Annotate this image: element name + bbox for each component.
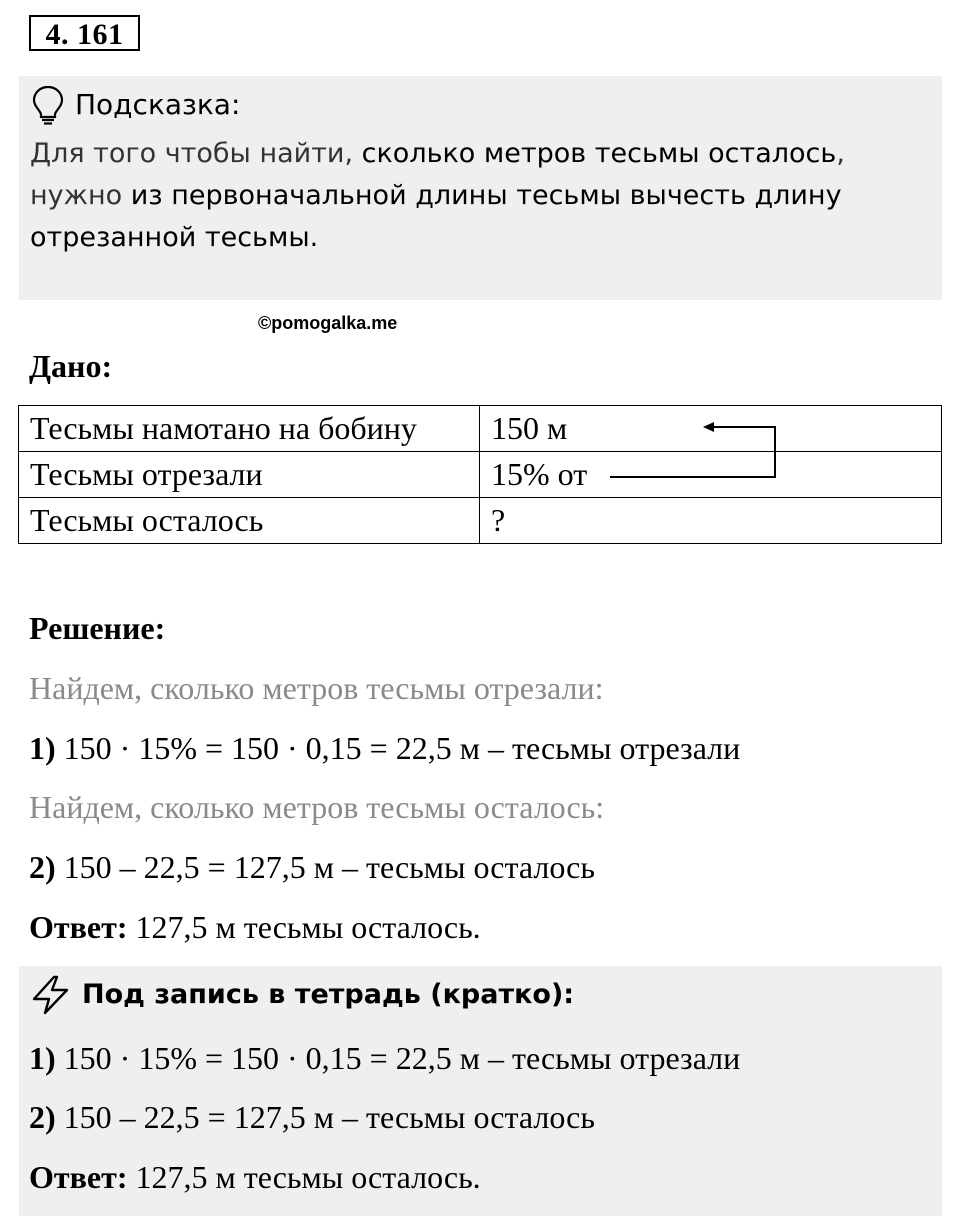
step-text: 150 – 22,5 = 127,5 м – тесьмы осталось [55,1099,595,1135]
notes-title: Под запись в тетрадь (кратко): [82,979,575,1010]
table-cell-label: Тесьмы намотано на бобину [19,406,480,452]
hint-title: Подсказка: [75,88,241,121]
problem-number: 4. 161 [29,15,140,51]
lightning-icon [30,975,72,1015]
hint-text-part: , [836,138,845,169]
copyright-watermark: ©pomogalka.me [258,313,398,333]
lightbulb-icon [30,84,66,126]
hint-text [30,133,930,259]
answer-label: Ответ: [29,1159,128,1195]
step-text: 150 · 15% = 150 · 0,15 = 22,5 м – тесьмы отрезали [55,1040,741,1076]
hint-text-part: Для того чтобы найти, [30,138,362,169]
reference-arrow-icon [600,415,790,490]
step-number: 1) [29,730,56,766]
table-row [19,498,942,544]
table-cell-value: 15% от [480,452,942,498]
table-row [19,406,942,452]
table-cell-label: Тесьмы осталось [19,498,480,544]
answer-text: 127,5 м тесьмы осталось. [127,909,481,945]
step-number: 2) [29,1099,56,1135]
step2-intro: Найдем, сколько метров тесьмы осталось: [29,789,605,825]
table-cell-value: 150 м [480,406,942,452]
step1-intro: Найдем, сколько метров тесьмы отрезали: [29,670,604,706]
step-number: 1) [29,1040,56,1076]
step-text: 150 · 15% = 150 · 0,15 = 22,5 м – тесьмы отрезали [55,730,741,766]
table-row [19,452,942,498]
answer-text: 127,5 м тесьмы осталось. [127,1159,481,1195]
notes-step2 [29,1097,595,1137]
answer-line [29,907,481,947]
table-cell-value: ? [480,498,942,544]
given-table [18,405,942,544]
hint-highlight: из первоначальной длины тесьмы вычесть длину отрезанной тесьмы. [30,180,842,253]
notes-answer [29,1157,481,1197]
step1-expression [29,728,740,768]
hint-highlight: сколько метров тесьмы осталось [361,138,837,169]
table-cell-label: Тесьмы отрезали [19,452,480,498]
step-text: 150 – 22,5 = 127,5 м – тесьмы осталось [55,849,595,885]
hint-text-part: нужно [30,180,131,211]
answer-label: Ответ: [29,909,128,945]
solution-title: Решение: [29,610,166,646]
notes-step1 [29,1038,740,1078]
step-number: 2) [29,849,56,885]
given-title: Дано: [29,348,113,384]
step2-expression [29,847,595,887]
